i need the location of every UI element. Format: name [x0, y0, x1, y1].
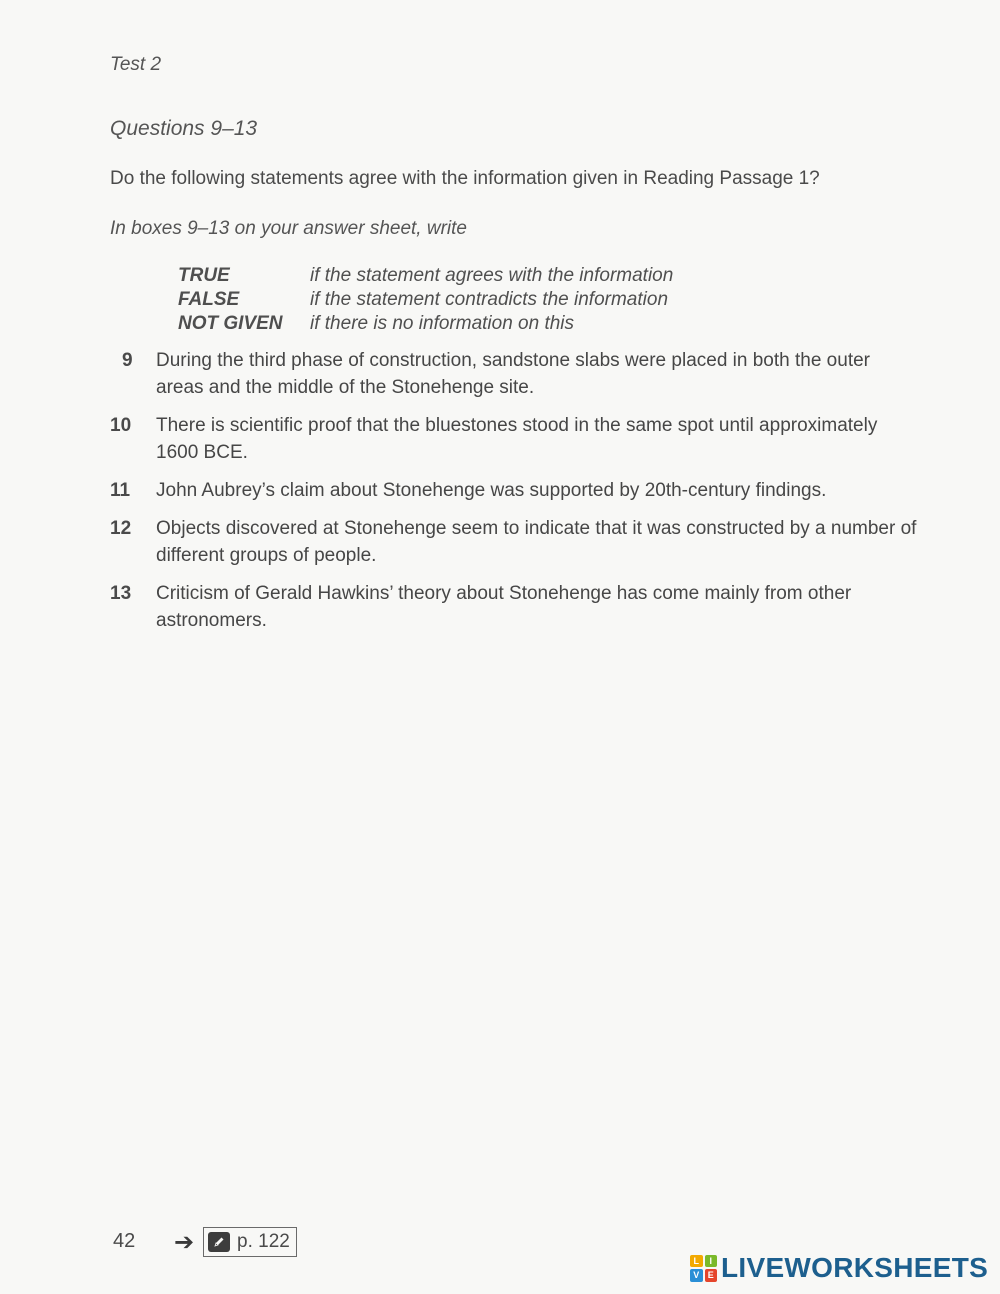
answer-key-table: [178, 265, 673, 337]
statement-text: John Aubrey’s claim about Stonehenge was supported by 20th-century findings.: [156, 480, 827, 501]
key-meaning: if the statement contradicts the information: [310, 289, 669, 310]
key-term: FALSE: [178, 289, 240, 310]
logo-tile: V: [690, 1269, 703, 1282]
key-term: TRUE: [178, 265, 230, 286]
brand-watermark[interactable]: [690, 1252, 988, 1284]
instruction-secondary: In boxes 9–13 on your answer sheet, write: [110, 218, 467, 239]
questions-heading: Questions 9–13: [110, 117, 258, 140]
statement-number: 13: [110, 583, 132, 604]
statement-item: [110, 347, 920, 401]
pencil-square-icon: [208, 1232, 230, 1252]
test-label: Test 2: [110, 54, 162, 75]
brand-name: LIVEWORKSHEETS: [721, 1252, 989, 1283]
instruction-main: Do the following statements agree with the information given in Reading Passage 1?: [110, 168, 820, 189]
statement-text: During the third phase of construction, sandstone slabs were placed in both the outer areas and the middle of the Stonehenge site.: [156, 350, 870, 398]
statement-number: 12: [110, 518, 132, 539]
key-row-false: [178, 289, 673, 313]
statement-text: Criticism of Gerald Hawkins’ theory about Stonehenge has come mainly from other astronomers.: [156, 583, 852, 631]
key-row-not-given: [178, 313, 673, 337]
statement-number: 9: [122, 350, 133, 371]
statements-list: [110, 347, 920, 634]
logo-tile: E: [705, 1269, 718, 1282]
answer-reference: [203, 1227, 297, 1257]
key-meaning: if the statement agrees with the information: [310, 265, 674, 286]
liveworksheets-logo-icon: [690, 1255, 717, 1282]
arrow-right-icon: ➔: [174, 1229, 195, 1256]
key-term: NOT GIVEN: [178, 313, 283, 334]
key-row-true: [178, 265, 673, 289]
statement-number: 11: [110, 480, 131, 501]
statement-item: [110, 412, 920, 466]
statement-number: 10: [110, 415, 132, 436]
statement-text: There is scientific proof that the bluestones stood in the same spot until approximately 1600 BCE.: [156, 415, 878, 463]
key-meaning: if there is no information on this: [310, 313, 575, 334]
statement-text: Objects discovered at Stonehenge seem to indicate that it was constructed by a number of different groups of people.: [156, 518, 917, 566]
reference-page: p. 122: [237, 1231, 290, 1252]
page-number: 42: [113, 1230, 136, 1252]
statement-item: [110, 477, 920, 504]
statement-item: [110, 580, 920, 634]
statement-item: [110, 515, 920, 569]
logo-tile: I: [705, 1255, 718, 1268]
logo-tile: L: [690, 1255, 703, 1268]
